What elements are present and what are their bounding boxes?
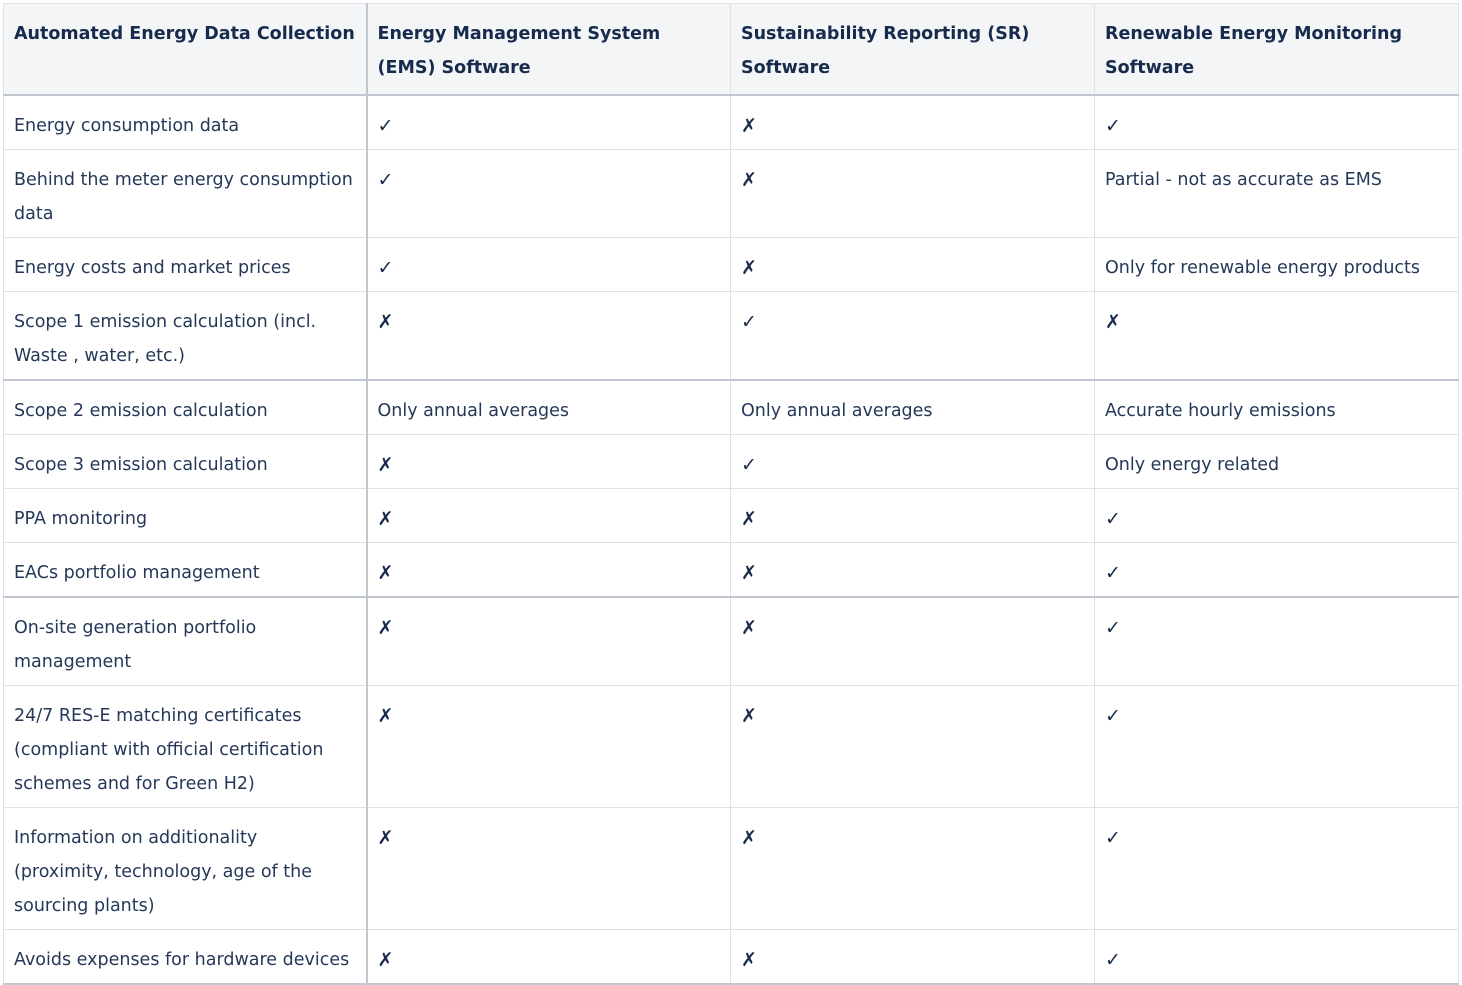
ems-cell: ✓ xyxy=(367,238,731,292)
sr-cell: ✓ xyxy=(731,435,1095,489)
rem-cell: ✓ xyxy=(1095,808,1459,930)
table-row xyxy=(4,597,1459,686)
sr-cell: ✗ xyxy=(731,597,1095,686)
table-row xyxy=(4,292,1459,381)
rem-cell: Only energy related xyxy=(1095,435,1459,489)
table-header xyxy=(4,4,1459,96)
rem-cell: ✓ xyxy=(1095,686,1459,808)
table-row xyxy=(4,808,1459,930)
table-body xyxy=(4,95,1459,984)
ems-cell: ✓ xyxy=(367,150,731,238)
ems-cell: ✗ xyxy=(367,686,731,808)
sr-cell: ✗ xyxy=(731,150,1095,238)
table-row xyxy=(4,238,1459,292)
header-data-collection: Automated Energy Data Collection xyxy=(4,4,367,96)
ems-cell: ✗ xyxy=(367,597,731,686)
row-feature: Energy costs and market prices xyxy=(4,238,367,292)
comparison-table xyxy=(3,3,1459,985)
table-row xyxy=(4,435,1459,489)
row-feature: Energy consumption data xyxy=(4,95,367,150)
sr-cell: ✗ xyxy=(731,808,1095,930)
sr-cell: ✗ xyxy=(731,238,1095,292)
row-feature: Scope 2 emission calculation xyxy=(4,380,367,435)
rem-cell: ✓ xyxy=(1095,597,1459,686)
ems-cell: ✗ xyxy=(367,489,731,543)
row-feature: Scope 1 emission calculation (incl. Waste , water, etc.) xyxy=(4,292,367,381)
ems-cell: ✗ xyxy=(367,808,731,930)
row-feature: EACs portfolio management xyxy=(4,543,367,598)
rem-cell: Partial - not as accurate as EMS xyxy=(1095,150,1459,238)
header-ems-software: Energy Management System (EMS) Software xyxy=(367,4,731,96)
rem-cell: Only for renewable energy products xyxy=(1095,238,1459,292)
rem-cell: ✓ xyxy=(1095,489,1459,543)
row-feature: Scope 3 emission calculation xyxy=(4,435,367,489)
sr-cell: ✗ xyxy=(731,930,1095,985)
sr-cell: ✗ xyxy=(731,686,1095,808)
ems-cell: ✗ xyxy=(367,292,731,381)
rem-cell: ✓ xyxy=(1095,930,1459,985)
ems-cell: ✗ xyxy=(367,930,731,985)
rem-cell: ✓ xyxy=(1095,543,1459,598)
row-feature: Information on additionality (proximity, technology, age of the sourcing plants) xyxy=(4,808,367,930)
table-row xyxy=(4,489,1459,543)
row-feature: Avoids expenses for hardware devices xyxy=(4,930,367,985)
ems-cell: ✗ xyxy=(367,543,731,598)
row-feature: On-site generation portfolio management xyxy=(4,597,367,686)
table-row xyxy=(4,95,1459,150)
sr-cell: ✗ xyxy=(731,489,1095,543)
header-row xyxy=(4,4,1459,96)
table-row xyxy=(4,150,1459,238)
rem-cell: ✓ xyxy=(1095,95,1459,150)
table-row xyxy=(4,380,1459,435)
sr-cell: ✗ xyxy=(731,95,1095,150)
row-feature: Behind the meter energy consumption data xyxy=(4,150,367,238)
rem-cell: Accurate hourly emissions xyxy=(1095,380,1459,435)
table-row xyxy=(4,686,1459,808)
table-row xyxy=(4,930,1459,985)
sr-cell: ✗ xyxy=(731,543,1095,598)
header-renewable-monitoring-software: Renewable Energy Monitoring Software xyxy=(1095,4,1459,96)
rem-cell: ✗ xyxy=(1095,292,1459,381)
ems-cell: ✗ xyxy=(367,435,731,489)
sr-cell: Only annual averages xyxy=(731,380,1095,435)
row-feature: 24/7 RES-E matching certificates (compliant with official certification schemes and for Green H2) xyxy=(4,686,367,808)
row-feature: PPA monitoring xyxy=(4,489,367,543)
ems-cell: ✓ xyxy=(367,95,731,150)
sr-cell: ✓ xyxy=(731,292,1095,381)
ems-cell: Only annual averages xyxy=(367,380,731,435)
table-row xyxy=(4,543,1459,598)
header-sr-software: Sustainability Reporting (SR) Software xyxy=(731,4,1095,96)
